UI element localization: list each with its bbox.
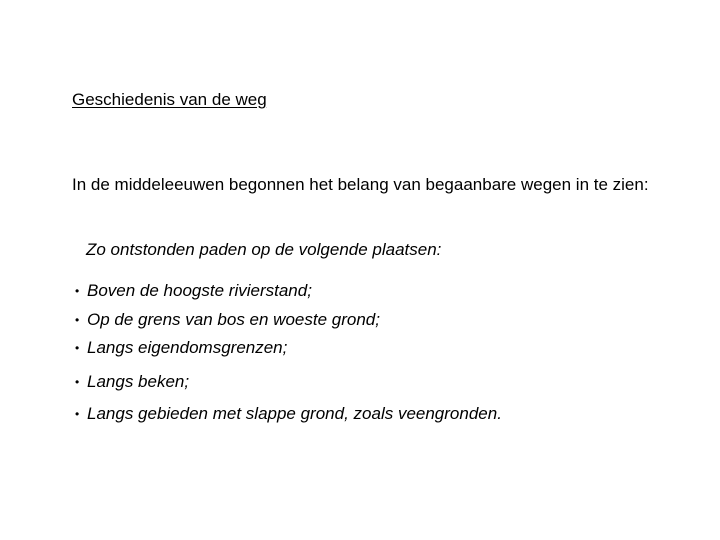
slide-title: Geschiedenis van de weg (72, 90, 267, 109)
bullet-text: Langs gebieden met slappe grond, zoals veengronden. (87, 404, 502, 423)
bullet-text: Boven de hoogste rivierstand; (87, 281, 312, 300)
bullet-icon: • (75, 375, 80, 389)
list-item (75, 371, 189, 393)
list-item (75, 309, 380, 331)
bullet-icon: • (75, 407, 80, 421)
list-item (75, 280, 312, 302)
list-item (75, 403, 502, 425)
bullet-text: Langs beken; (87, 372, 190, 391)
subheading: Zo ontstonden paden op de volgende plaatsen: (86, 240, 442, 259)
intro-text: In de middeleeuwen begonnen het belang van begaanbare wegen in te zien: (72, 175, 649, 194)
bullet-icon: • (75, 313, 80, 327)
bullet-icon: • (75, 284, 80, 298)
bullet-text: Langs eigendomsgrenzen; (87, 338, 288, 357)
list-item (75, 337, 287, 359)
bullet-text: Op de grens van bos en woeste grond; (87, 310, 380, 329)
bullet-icon: • (75, 341, 80, 355)
